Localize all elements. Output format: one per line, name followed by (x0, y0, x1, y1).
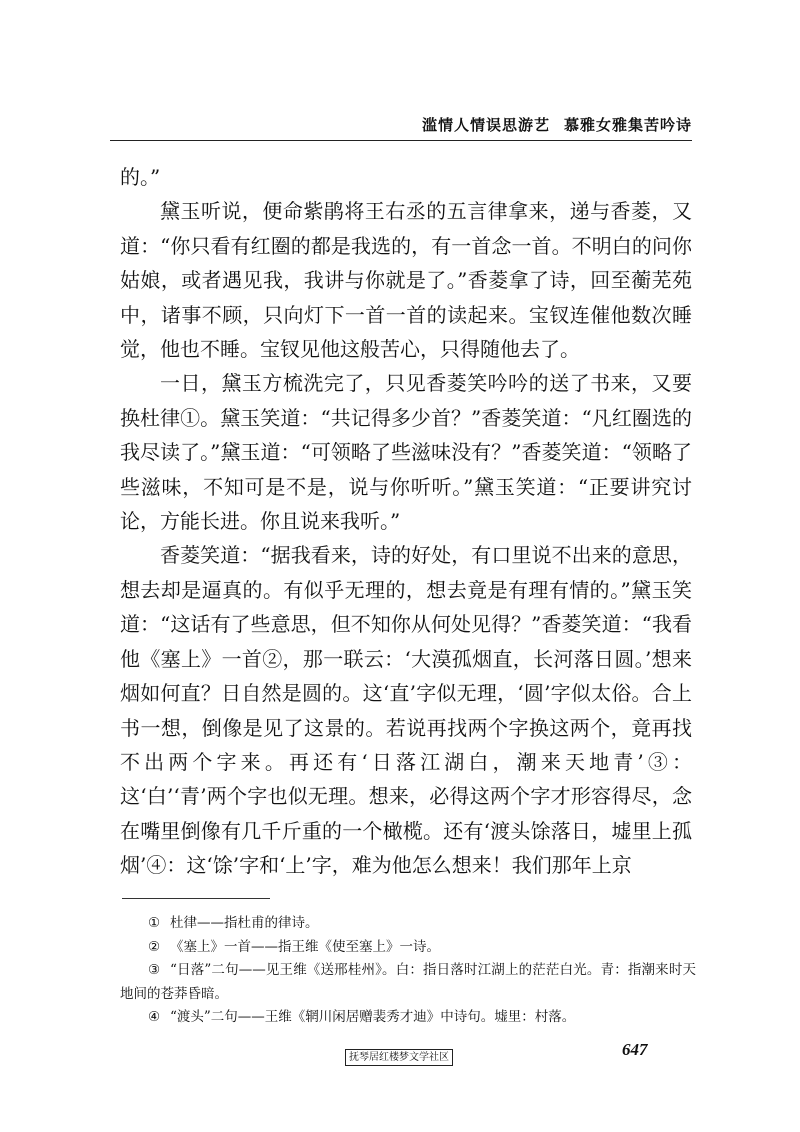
paragraph: 黛玉听说，便命紫鹃将王右丞的五言律拿来，递与香菱，又道：“你只看有红圈的都是我选的，有一首念一首。不明白的问你姑娘，或者遇见我，我讲与你就是了。”香菱拿了诗，回至蘅芜苑中，诸事不顾，只向灯下一首一首的读起来。宝钗连催他数次睡觉，他也不睡。宝钗见他这般苦心，只得随他去了。 (120, 199, 692, 362)
footnote-rule (122, 898, 270, 899)
source-stamp: 抚琴居红楼梦文学社区 (345, 1049, 453, 1066)
header-rule (110, 140, 692, 141)
footnote-marker: ④ (148, 1009, 161, 1025)
footnote (120, 959, 696, 1006)
footnote-text: “日落”二句——见王维《送邢桂州》。白：指日落时江湖上的茫茫白光。青：指潮来时天地间的苍莽昏暗。 (120, 962, 696, 1002)
body-text (120, 160, 692, 883)
footnote-marker: ② (148, 938, 161, 955)
page-number: 647 (622, 1040, 648, 1059)
footnote (120, 1006, 696, 1030)
footnotes (120, 912, 696, 1030)
running-header-left: 滥情人情误思游艺 (421, 116, 550, 134)
footnote (120, 912, 696, 936)
footnote-text: 《塞上》一首——指王维《使至塞上》一诗。 (170, 938, 440, 955)
running-header (110, 114, 692, 135)
footnote-text: 杜律——指杜甫的律诗。 (170, 915, 319, 931)
footnote (120, 936, 696, 960)
paragraph: 一日，黛玉方梳洗完了，只见香菱笑吟吟的送了书来，又要换杜律①。黛玉笑道：“共记得多少首？”香菱笑道：“凡红圈选的我尽读了。”黛玉道：“可领略了些滋味没有？”香菱笑道：“领略了些滋味，不知可是不是，说与你听听。”黛玉笑道：“正要讲究讨论，方能长进。你且说来我听。” (120, 371, 692, 534)
footnote-marker: ③ (148, 962, 161, 978)
running-header-right: 慕雅女雅集苦吟诗 (563, 116, 692, 134)
footnote-marker: ① (148, 915, 161, 931)
footnote-text: “渡头”二句——王维《辋川闲居赠裴秀才迪》中诗句。墟里：村落。 (170, 1009, 576, 1025)
paragraph: 的。” (120, 165, 161, 189)
paragraph: 香菱笑道：“据我看来，诗的好处，有口里说不出来的意思，想去却是逼真的。有似乎无理的，想去竟是有理有情的。”黛玉笑道：“这话有了些意思，但不知你从何处见得？”香菱笑道：“我看他《塞上》一首②，那一联云：‘大漠孤烟直，长河落日圆。’想来烟如何直？日自然是圆的。这‘直’字似无理，‘圆’字似太俗。合上书一想，倒像是见了这景的。若说再找两个字换这两个，竟再找不出两个字来。再还有‘日落江湖白，潮来天地青’③：这‘白’‘青’两个字也似无理。想来，必得这两个字才形容得尽，念在嘴里倒像有几千斤重的一个橄榄。还有‘渡头馀落日，墟里上孤烟’④：这‘馀’字和‘上’字，难为他怎么想来！我们那年上京 (120, 543, 692, 878)
